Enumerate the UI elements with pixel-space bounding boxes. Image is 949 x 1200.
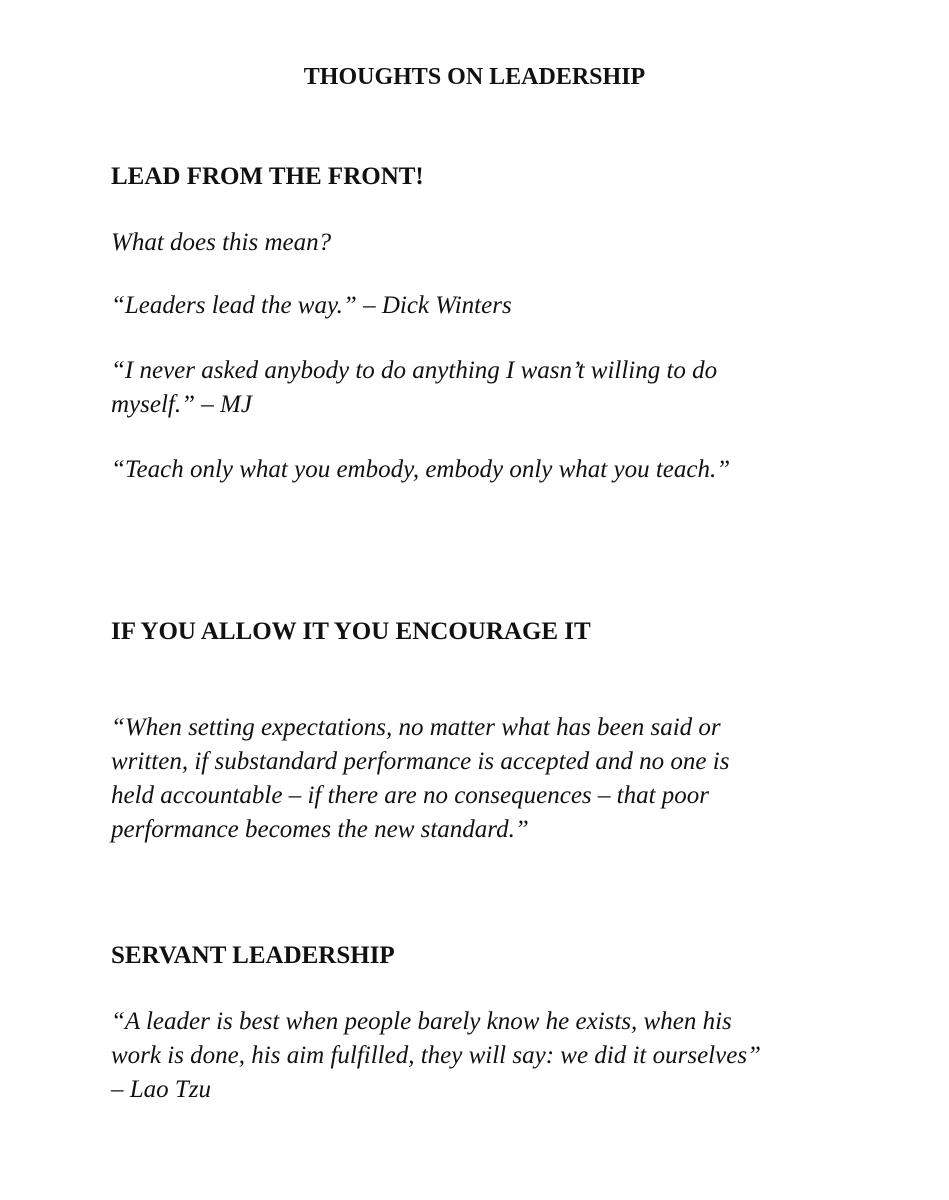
paragraph-line: “A leader is best when people barely know he exists, when his: [111, 1008, 732, 1035]
quote-dick-winters: [111, 289, 851, 323]
paragraph-line: What does this mean?: [111, 229, 332, 256]
question-paragraph: [111, 226, 851, 260]
quote-lao-tzu: [111, 1005, 851, 1107]
section-heading-lead-from-the-front: LEAD FROM THE FRONT!: [111, 163, 424, 190]
quote-mj: [111, 354, 851, 422]
section-heading-if-you-allow-it: IF YOU ALLOW IT YOU ENCOURAGE IT: [111, 618, 591, 645]
paragraph-line: “Leaders lead the way.” – Dick Winters: [111, 292, 512, 319]
paragraph-line: “Teach only what you embody, embody only what you teach.”: [111, 456, 731, 483]
quote-expectations: [111, 711, 851, 847]
section-heading-servant-leadership: SERVANT LEADERSHIP: [111, 942, 395, 969]
paragraph-line: held accountable – if there are no consequences – that poor: [111, 782, 710, 809]
quote-teach-embody: [111, 453, 851, 487]
paragraph-line: “When setting expectations, no matter what has been said or: [111, 714, 721, 741]
paragraph-line: written, if substandard performance is accepted and no one is: [111, 748, 730, 775]
page-title: THOUGHTS ON LEADERSHIP: [303, 64, 646, 90]
paragraph-line: – Lao Tzu: [111, 1076, 212, 1103]
paragraph-line: “I never asked anybody to do anything I wasn’t willing to do: [111, 357, 718, 384]
paragraph-line: work is done, his aim fulfilled, they will say: we did it ourselves”: [111, 1042, 761, 1069]
paragraph-line: performance becomes the new standard.”: [111, 816, 529, 843]
paragraph-line: myself.” – MJ: [111, 391, 252, 418]
